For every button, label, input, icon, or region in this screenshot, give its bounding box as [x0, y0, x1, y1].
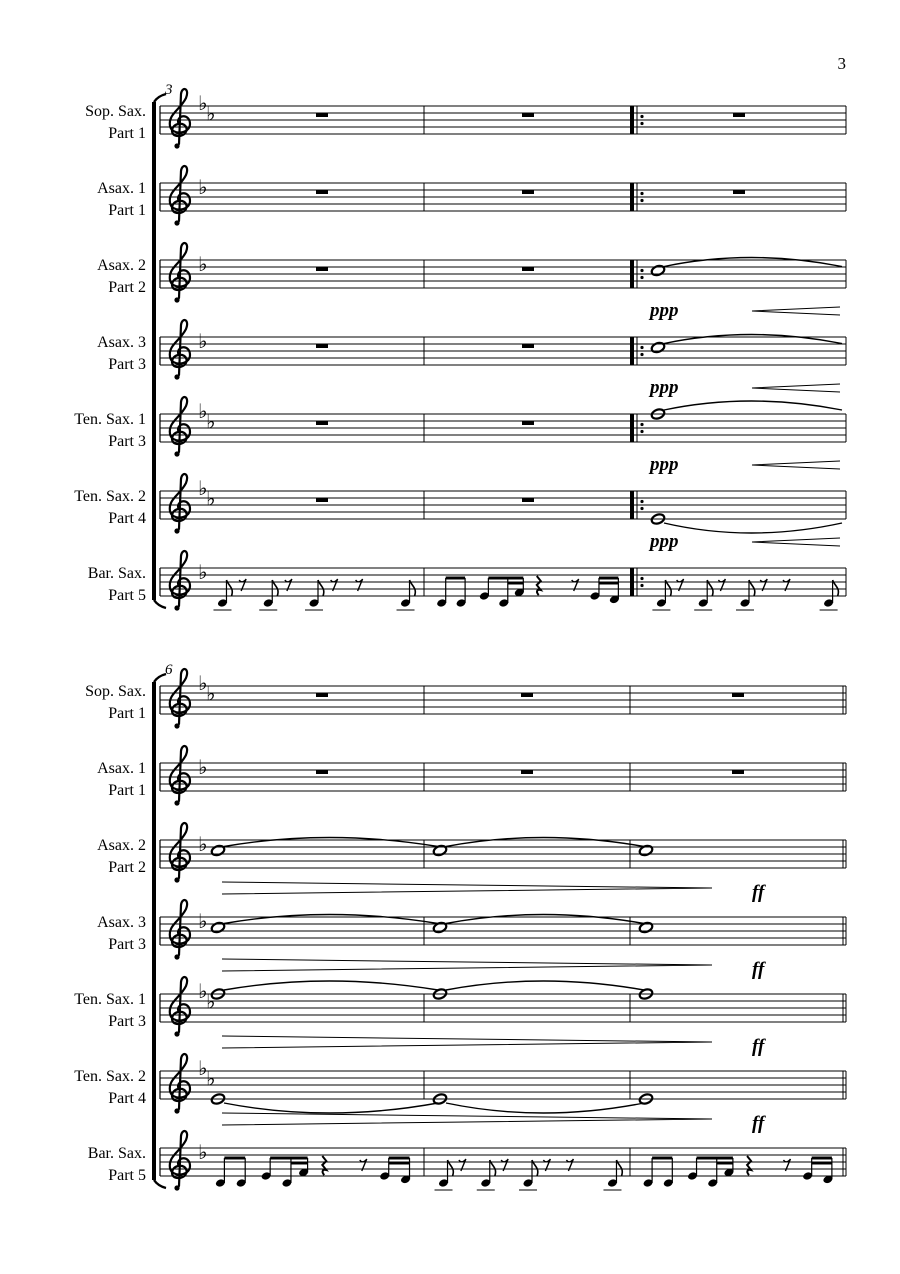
measure-number: 6 [165, 662, 173, 678]
instrument-name: Ten. Sax. 1 [74, 991, 146, 1008]
flat-sign-icon: ♭ [198, 91, 208, 115]
part-name: Part 4 [108, 510, 146, 527]
clef-tail-dot [174, 954, 179, 959]
part-name: Part 3 [108, 433, 146, 450]
treble-clef-icon [170, 823, 190, 878]
instrument-name: Bar. Sax. [87, 565, 146, 582]
part-name: Part 1 [108, 782, 146, 799]
whole-note [650, 264, 665, 277]
instrument-name: Asax. 1 [97, 180, 146, 197]
whole-rest [521, 770, 533, 774]
crescendo-hairpin [222, 1036, 712, 1048]
flat-sign-icon: ♭ [206, 101, 216, 126]
flat-sign-icon: ♭ [198, 832, 208, 856]
whole-rest [316, 344, 328, 348]
part-name: Part 5 [108, 587, 146, 604]
whole-rest [316, 113, 328, 117]
whole-rest [522, 267, 534, 271]
bracket-top-hook [154, 94, 166, 102]
instrument-name: Asax. 3 [97, 334, 146, 351]
repeat-dot [640, 500, 643, 503]
tie [224, 981, 438, 990]
decrescendo-hairpin [752, 307, 840, 315]
treble-clef-icon [170, 551, 190, 606]
quarter-rest [747, 1156, 751, 1175]
clef-tail-dot [174, 528, 179, 533]
staff [97, 900, 846, 980]
instrument-name: Sop. Sax. [85, 103, 146, 120]
measure-number: 3 [165, 82, 173, 98]
clef-tail-dot [174, 451, 179, 456]
score-system [74, 82, 846, 611]
repeat-thick-bar [630, 183, 634, 211]
clef-tail-dot [174, 800, 179, 805]
clef-tail-dot [174, 1108, 179, 1113]
flat-sign-icon: ♭ [198, 252, 208, 276]
part-name: Part 2 [108, 859, 146, 876]
repeat-thick-bar [630, 414, 634, 442]
tie [446, 915, 644, 924]
score-system [74, 662, 846, 1191]
repeat-dot [640, 115, 643, 118]
instrument-name: Ten. Sax. 2 [74, 488, 146, 505]
treble-clef-icon [170, 166, 190, 221]
repeat-dot [640, 423, 643, 426]
clef-tail-dot [174, 297, 179, 302]
tie [446, 981, 644, 990]
flat-sign-icon: ♭ [198, 329, 208, 353]
repeat-thick-bar [630, 260, 634, 288]
repeat-thick-bar [630, 491, 634, 519]
tie [664, 401, 842, 410]
repeat-dot [640, 346, 643, 349]
tie [446, 838, 644, 847]
whole-rest [316, 421, 328, 425]
whole-rest [316, 770, 328, 774]
part-name: Part 1 [108, 705, 146, 722]
decrescendo-hairpin [752, 538, 840, 546]
instrument-name: Asax. 3 [97, 914, 146, 931]
whole-rest [316, 190, 328, 194]
clef-tail-dot [174, 374, 179, 379]
staff [97, 166, 846, 226]
flat-sign-icon: ♭ [198, 909, 208, 933]
clef-tail-dot [174, 723, 179, 728]
whole-rest [732, 693, 744, 697]
treble-clef-icon [170, 900, 190, 955]
clef-tail-dot [174, 1031, 179, 1036]
whole-rest [522, 344, 534, 348]
whole-rest [521, 693, 533, 697]
bracket-top-hook [154, 674, 166, 682]
treble-clef-icon [170, 1054, 190, 1109]
treble-clef-icon [170, 320, 190, 375]
whole-rest [522, 498, 534, 502]
instrument-name: Bar. Sax. [87, 1145, 146, 1162]
tie [224, 915, 438, 924]
flat-sign-icon: ♭ [198, 560, 208, 584]
dynamic-marking: ff [752, 959, 765, 980]
bracket-bottom-hook [154, 600, 166, 608]
staff [74, 397, 846, 475]
flat-sign-icon: ♭ [206, 409, 216, 434]
flat-sign-icon: ♭ [198, 476, 208, 500]
system-bracket [152, 102, 156, 600]
part-name: Part 1 [108, 125, 146, 142]
whole-note [210, 844, 225, 857]
tie [664, 258, 842, 267]
clef-tail-dot [174, 1185, 179, 1190]
repeat-dot [640, 577, 643, 580]
dynamic-marking: ff [752, 1036, 765, 1057]
dynamic-marking: ppp [650, 300, 679, 321]
flat-sign-icon: ♭ [198, 1140, 208, 1164]
staff [97, 746, 846, 806]
page-number: 3 [837, 54, 846, 73]
staff [85, 669, 846, 729]
whole-note [210, 921, 225, 934]
flat-sign-icon: ♭ [206, 989, 216, 1014]
whole-rest [733, 113, 745, 117]
instrument-name: Sop. Sax. [85, 683, 146, 700]
dynamic-marking: ff [752, 1113, 765, 1134]
part-name: Part 1 [108, 202, 146, 219]
staff [97, 823, 846, 903]
part-name: Part 3 [108, 356, 146, 373]
whole-rest [316, 693, 328, 697]
crescendo-hairpin [222, 1113, 712, 1125]
dynamic-marking: ppp [650, 454, 679, 475]
treble-clef-icon [170, 397, 190, 452]
repeat-dot [640, 584, 643, 587]
repeat-dot [640, 353, 643, 356]
instrument-name: Asax. 2 [97, 257, 146, 274]
whole-rest [733, 190, 745, 194]
part-name: Part 5 [108, 1167, 146, 1184]
crescendo-hairpin [222, 959, 712, 971]
instrument-name: Asax. 2 [97, 837, 146, 854]
repeat-thick-bar [630, 568, 634, 596]
instrument-name: Asax. 1 [97, 760, 146, 777]
treble-clef-icon [170, 1131, 190, 1186]
tie [446, 1103, 644, 1113]
crescendo-hairpin [222, 882, 712, 894]
tie [224, 838, 438, 847]
staff [97, 320, 846, 398]
treble-clef-icon [170, 669, 190, 724]
repeat-dot [640, 192, 643, 195]
repeat-dot [640, 507, 643, 510]
decrescendo-hairpin [752, 461, 840, 469]
tie [664, 523, 842, 533]
decrescendo-hairpin [752, 384, 840, 392]
staff [85, 89, 846, 149]
clef-tail-dot [174, 220, 179, 225]
quarter-rest [537, 576, 541, 595]
dynamic-marking: ff [752, 882, 765, 903]
flat-sign-icon: ♭ [206, 486, 216, 511]
tie [224, 1103, 438, 1113]
staff [74, 977, 846, 1057]
part-name: Part 3 [108, 1013, 146, 1030]
instrument-name: Ten. Sax. 1 [74, 411, 146, 428]
staff [74, 474, 846, 552]
repeat-thick-bar [630, 337, 634, 365]
repeat-thick-bar [630, 106, 634, 134]
whole-rest [522, 190, 534, 194]
clef-tail-dot [174, 877, 179, 882]
flat-sign-icon: ♭ [206, 1066, 216, 1091]
treble-clef-icon [170, 746, 190, 801]
treble-clef-icon [170, 474, 190, 529]
repeat-dot [640, 199, 643, 202]
treble-clef-icon [170, 243, 190, 298]
staff [97, 243, 846, 321]
clef-tail-dot [174, 605, 179, 610]
whole-rest [522, 421, 534, 425]
staff [88, 1131, 846, 1191]
flat-sign-icon: ♭ [198, 671, 208, 695]
bracket-bottom-hook [154, 1180, 166, 1188]
whole-rest [522, 113, 534, 117]
tie [664, 335, 842, 344]
part-name: Part 2 [108, 279, 146, 296]
instrument-name: Ten. Sax. 2 [74, 1068, 146, 1085]
system-bracket [152, 682, 156, 1180]
whole-rest [732, 770, 744, 774]
staff [88, 551, 846, 611]
clef-tail-dot [174, 143, 179, 148]
flat-sign-icon: ♭ [198, 399, 208, 423]
repeat-dot [640, 269, 643, 272]
treble-clef-icon [170, 89, 190, 144]
whole-rest [316, 267, 328, 271]
repeat-dot [640, 276, 643, 279]
quarter-rest [322, 1156, 326, 1175]
dynamic-marking: ppp [650, 377, 679, 398]
part-name: Part 3 [108, 936, 146, 953]
staff [74, 1054, 846, 1134]
flat-sign-icon: ♭ [198, 755, 208, 779]
treble-clef-icon [170, 977, 190, 1032]
repeat-dot [640, 430, 643, 433]
flat-sign-icon: ♭ [198, 175, 208, 199]
whole-rest [316, 498, 328, 502]
whole-note [650, 341, 665, 354]
flat-sign-icon: ♭ [198, 979, 208, 1003]
flat-sign-icon: ♭ [206, 681, 216, 706]
repeat-dot [640, 122, 643, 125]
dynamic-marking: ppp [650, 531, 679, 552]
part-name: Part 4 [108, 1090, 146, 1107]
flat-sign-icon: ♭ [198, 1056, 208, 1080]
